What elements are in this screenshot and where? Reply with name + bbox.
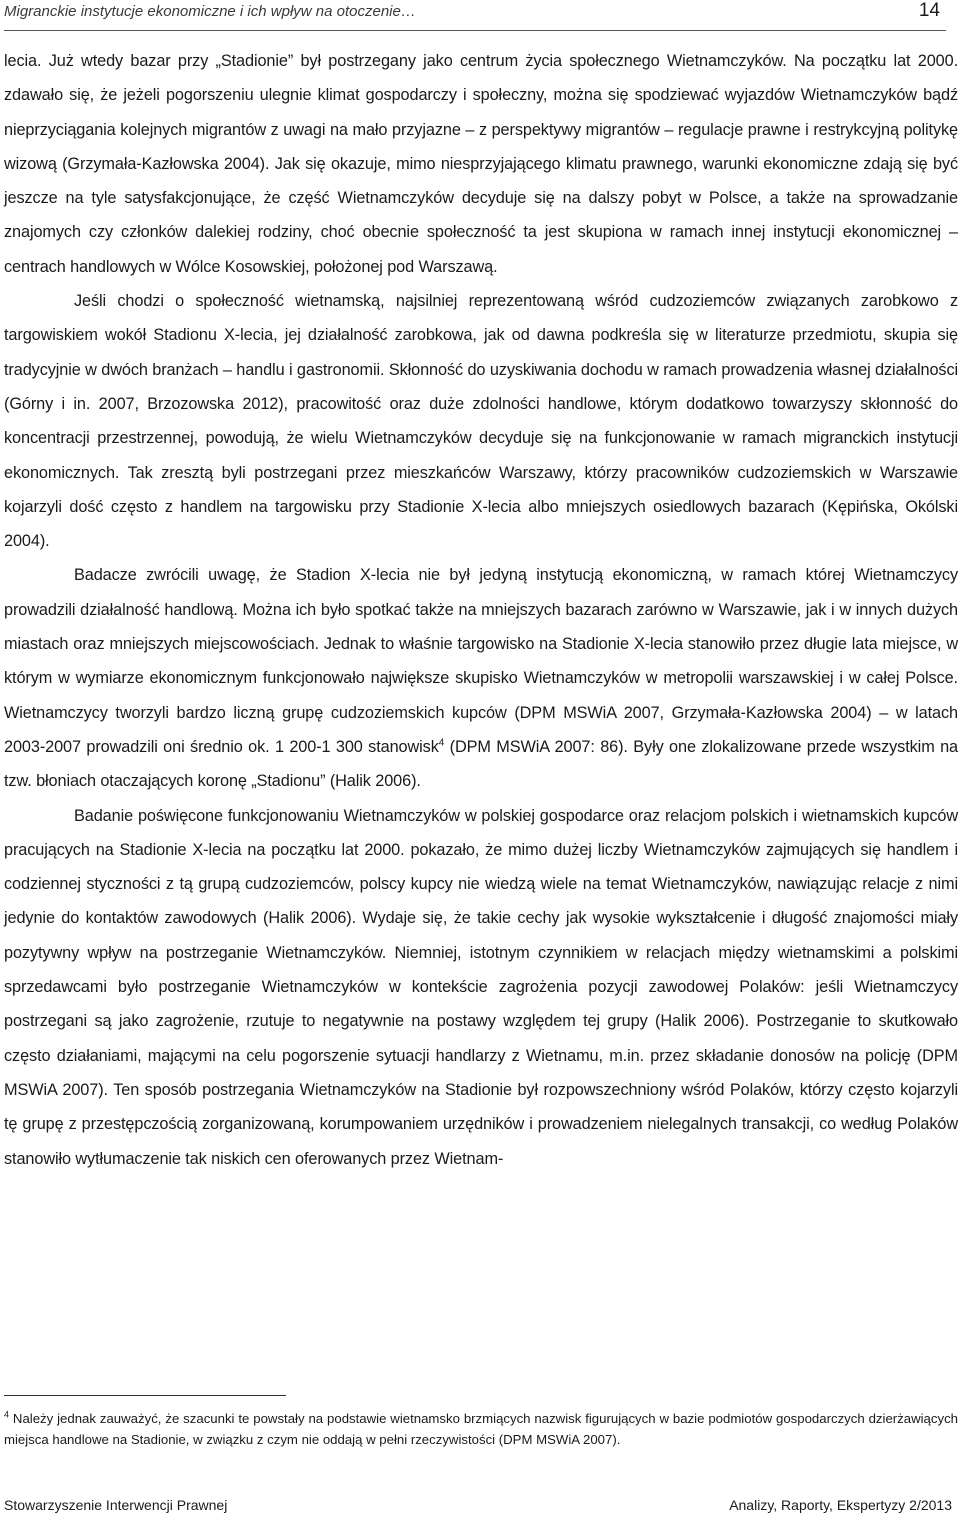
paragraph-4 bbox=[4, 799, 958, 1176]
paragraph-3 bbox=[4, 558, 958, 798]
running-header-title: Migranckie instytucje ekonomiczne i ich wpływ na otoczenie… bbox=[4, 3, 416, 20]
body-text bbox=[4, 44, 958, 1176]
paragraph-2 bbox=[4, 284, 958, 558]
page-number: 14 bbox=[918, 0, 940, 21]
footnote-separator bbox=[4, 1395, 286, 1396]
paragraph-1 bbox=[4, 44, 958, 284]
running-header bbox=[4, 0, 946, 31]
footer-series: Analizy, Raporty, Ekspertyzy 2/2013 bbox=[729, 1497, 952, 1513]
footer-publisher: Stowarzyszenie Interwencji Prawnej bbox=[4, 1497, 228, 1513]
paragraph-1-text: lecia. Już wtedy bazar przy „Stadionie” był postrzegany jako centrum życia społecznego Wietnamczyków. Na początku lat 2000. zdawało się, że jeżeli pogorszeniu ulegnie klimat gospodarczy i społeczny, można się spodziewać wyjazdów Wietnamczyków bądź nieprzyciągania kolejnych migrantów z uwagi na mało przyjazne – z perspektywy migrantów – regulacje prawne i restrykcyjną politykę wizową (Grzymała-Kazłowska 2004). Jak się okazuje, mimo niesprzyjającego klimatu prawnego, warunki ekonomiczne zdają się być jeszcze na tyle satysfakcjonujące, że część Wietnamczyków decyduje się na dalszy pobyt w Polsce, a także na sprowadzanie znajomych czy członków dalekiej rodziny, choć obecnie społeczność ta jest skupiona w ramach innej instytucji ekonomicznej – centrach handlowych w Wólce Kosowskiej, położonej pod Warszawą. bbox=[4, 52, 958, 276]
paragraph-3-text-continued: (DPM MSWiA 2007: 86). Były one zlokalizowane przede wszystkim na tzw. błoniach otaczających koronę „Stadionu” (Halik 2006). bbox=[4, 737, 958, 791]
footnote-number: 4 bbox=[4, 1409, 10, 1420]
footnote-reference[interactable]: 4 bbox=[438, 737, 445, 749]
paragraph-4-text: Badanie poświęcone funkcjonowaniu Wietnamczyków w polskiej gospodarce oraz relacjom polskich i wietnamskich kupców pracujących na Stadionie X-lecia na początku lat 2000. pokazało, że mimo dużej liczby Wietnamczyków zajmujących się handlem i codziennej styczności z tą grupą cudzoziemców, polscy kupcy nie wiedzą wiele na temat Wietnamczyków, nawiązując relacje z nimi jedynie do kontaktów zawodowych (Halik 2006). Wydaje się, że takie cechy jak wysokie wykształcenie i długość znajomości miały pozytywny wpływ na postrzeganie Wietnamczyków. Niemniej, istotnym czynnikiem w relacjach między wietnamskimi a polskimi sprzedawcami było postrzeganie Wietnamczyków w kontekście zagrożenia pozycji zawodowej Polaków: jeśli Wietnamczycy postrzegani są jako zagrożenie, rzutuje to negatywnie na postawy względem tej grupy (Halik 2006). Postrzeganie to skutkowało często działaniami, mającymi na celu pogorszenie sytuacji handlarzy z Wietnamu, m.in. przez składanie donosów na policję (DPM MSWiA 2007). Ten sposób postrzegania Wietnamczyków na Stadionie był rozpowszechniony wśród Polaków, którzy często kojarzyli tę grupę z przestępczością zorganizowaną, korumpowaniem urzędników i prowadzeniem nielegalnych transakcji, co według Polaków stanowiło wytłumaczenie tak niskich cen oferowanych przez Wietnam- bbox=[4, 806, 958, 1168]
footnote bbox=[4, 1408, 958, 1450]
footnote-text: Należy jednak zauważyć, że szacunki te powstały na podstawie wietnamsko brzmiących nazwisk figurujących w bazie podmiotów gospodarczych dzierżawiących miejsca handlowe na Stadionie, w związku z czym nie oddają w pełni rzeczywistości (DPM MSWiA 2007). bbox=[4, 1411, 958, 1447]
paragraph-2-text: Jeśli chodzi o społeczność wietnamską, najsilniej reprezentowaną wśród cudzoziemców związanych zarobkowo z targowiskiem wokół Stadionu X-lecia, jej działalność zarobkowa, jak od dawna podkreśla się w literaturze przedmiotu, skupia się tradycyjnie w dwóch branżach – handlu i gastronomii. Skłonność do uzyskiwania dochodu w ramach prowadzenia własnej działalności (Górny i in. 2007, Brzozowska 2012), pracowitość oraz duże zdolności handlowe, którym dodatkowo towarzyszy skłonność do koncentracji przestrzennej, powodują, że wielu Wietnamczyków decyduje się na funkcjonowanie w ramach migranckich instytucji ekonomicznych. Tak zresztą byli postrzegani przez mieszkańców Warszawy, którzy pracowników cudzoziemskich w Warszawie kojarzyli dość często z handlem na targowisku przy Stadionie X-lecia albo mniejszych osiedlowych bazarach (Kępińska, Okólski 2004). bbox=[4, 292, 958, 551]
paragraph-3-text: Badacze zwrócili uwagę, że Stadion X-lecia nie był jedyną instytucją ekonomiczną, w ramach której Wietnamczycy prowadzili działalność handlową. Można ich było spotkać także na mniejszych bazarach zarówno w Warszawie, jak i w innych dużych miastach oraz mniejszych miejscowościach. Jednak to właśnie targowisko na Stadionie X-lecia stanowiło przez długie lata miejsce, w którym w wymiarze ekonomicznym funkcjonowało największe skupisko Wietnamczyków w metropolii warszawskiej i w całej Polsce. Wietnamczycy tworzyli bardzo liczną grupę cudzoziemskich kupców (DPM MSWiA 2007, Grzymała-Kazłowska 2004) – w latach 2003-2007 prowadzili oni średnio ok. 1 200-1 300 stanowisk bbox=[4, 566, 958, 756]
